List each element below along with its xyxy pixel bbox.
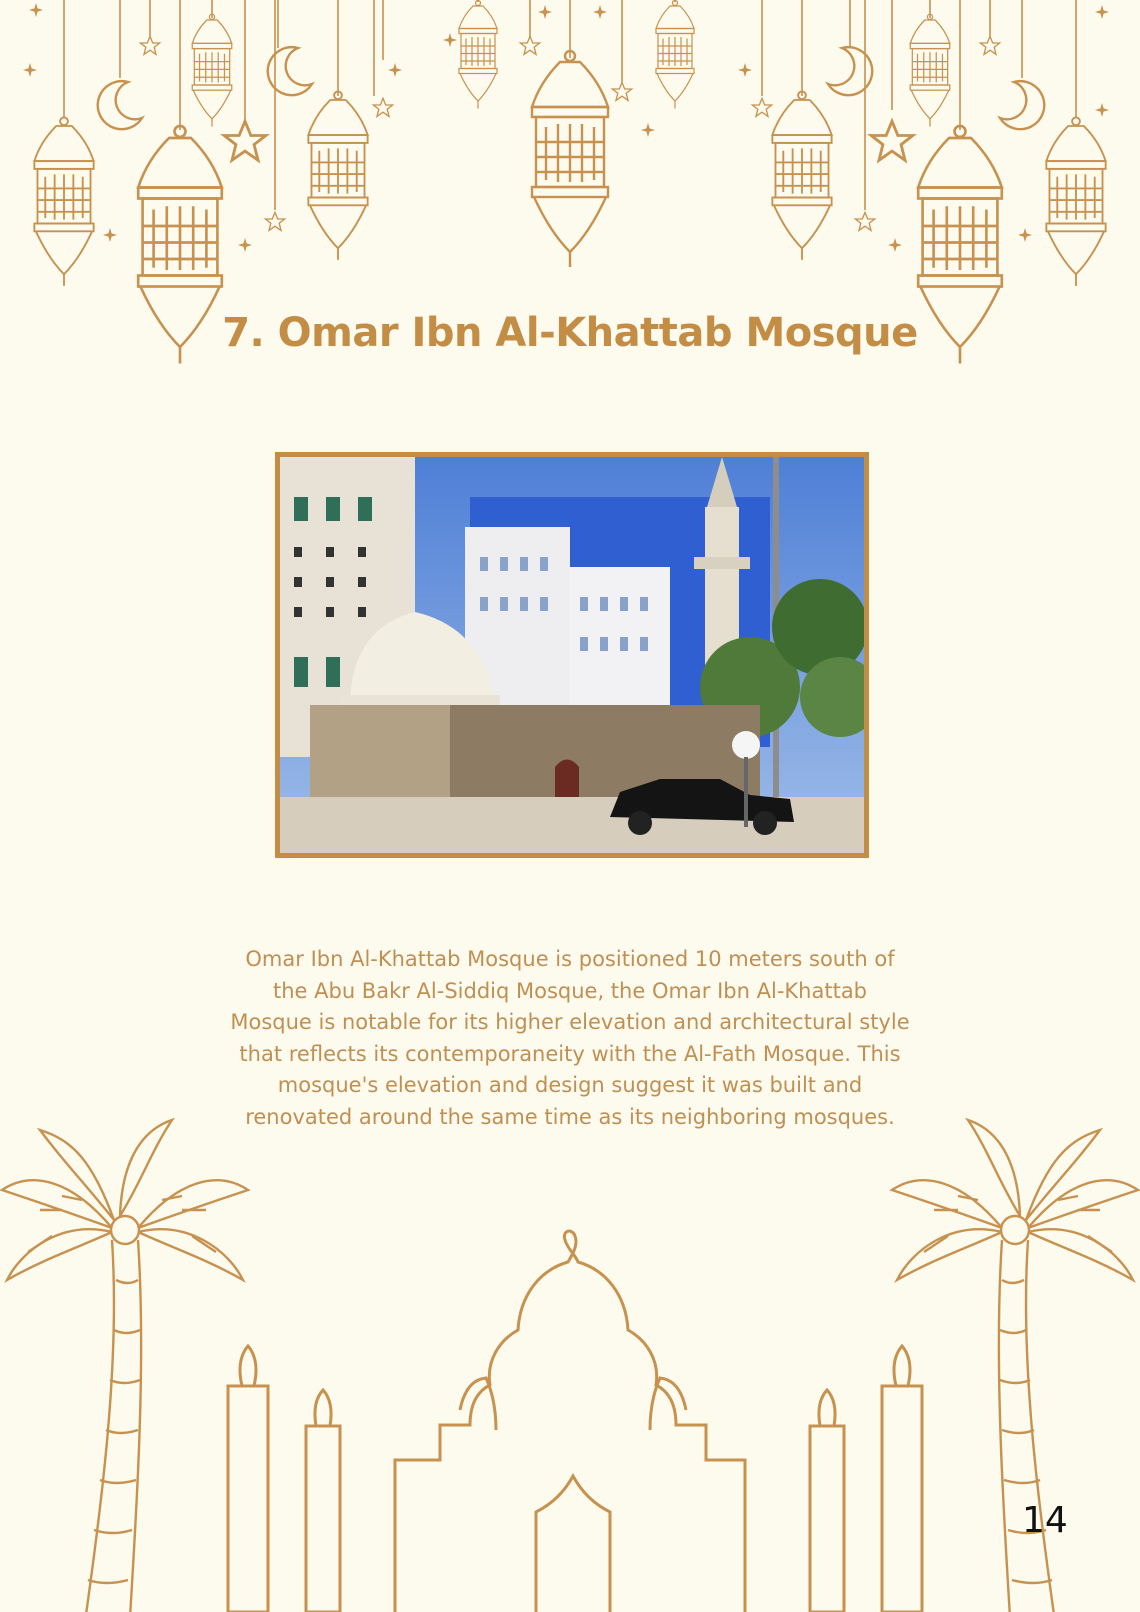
mosque-photo (275, 452, 869, 858)
description-text: Omar Ibn Al-Khattab Mosque is positioned 10 meters south of the Abu Bakr Al-Siddiq Mosque, the Omar Ibn Al-Khattab Mosque is notable for its higher elevation and architectural style that reflects its contemporaneity with the Al-Fath Mosque. This mosque's elevation and design suggest it was built and renovated around the same time as its neighboring mosques. (230, 947, 910, 1129)
mosque-photo-icon (280, 457, 864, 853)
page-title: 7. Omar Ibn Al-Khattab Mosque (222, 310, 918, 356)
page-number: 14 (1022, 1500, 1068, 1541)
